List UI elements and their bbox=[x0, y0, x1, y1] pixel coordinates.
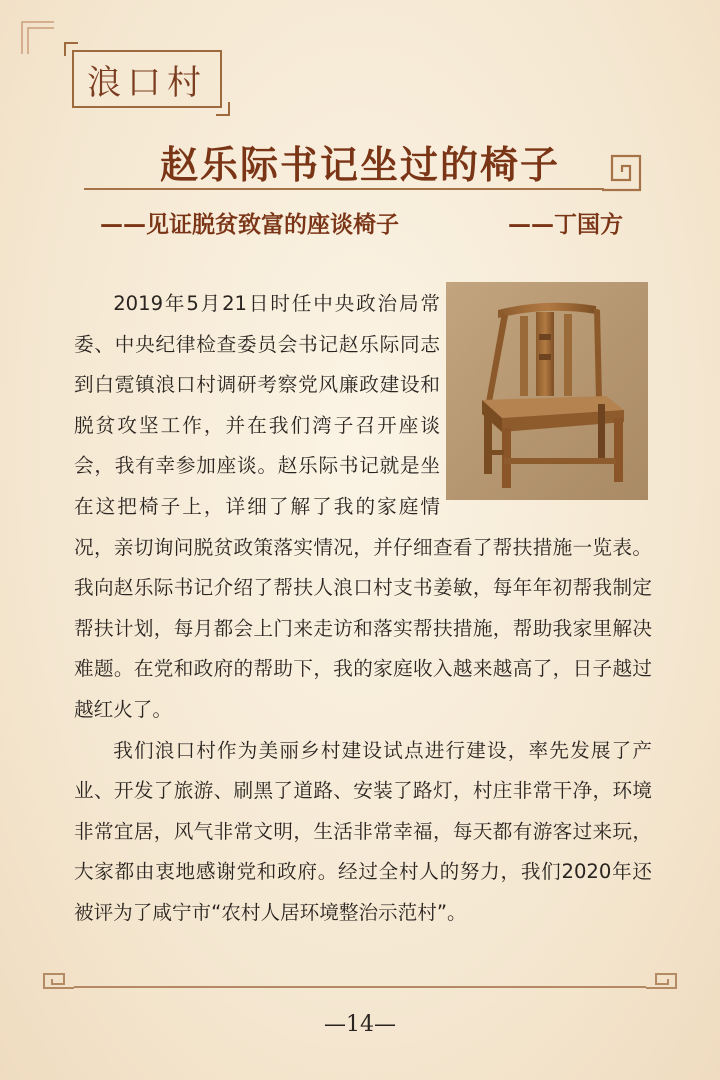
fret-ornament-icon bbox=[600, 150, 648, 194]
article-body bbox=[74, 284, 652, 934]
author-name: ——丁国方 bbox=[508, 212, 623, 238]
bottom-divider bbox=[74, 986, 646, 988]
page-title: 赵乐际书记坐过的椅子 bbox=[159, 143, 560, 187]
page-number: —14— bbox=[324, 1012, 396, 1037]
paragraph-1: 2019年5月21日时任中央政治局常委、中央纪律检查委员会书记赵乐际同志到白霓镇浪口村调研考察党风廉政建设和脱贫攻坚工作，并在我们湾子召开座谈会，我有幸参加座谈。赵乐际书记就是坐在这把椅子上，详细了解了我的家庭情况，亲切询问脱贫政策落实情况，并仔细查看了帮扶措施一览表。我向赵乐际书记介绍了帮扶人浪口村支书姜敏，每年年初帮我制定帮扶计划，每月都会上门来走访和落实帮扶措施，帮助我家里解决难题。在党和政府的帮助下，我的家庭收入越来越高了，日子越过越红火了。 bbox=[74, 292, 652, 721]
photo-spacer bbox=[440, 284, 652, 508]
paragraph-2: 我们浪口村作为美丽乡村建设试点进行建设，率先发展了产业、开发了旅游、刷黑了道路、安装了路灯，村庄非常干净，环境非常宜居，风气非常文明，生活非常幸福，每天都有游客过来玩，大家都由衷地感谢党和政府。经过全村人的努力，我们2020年还被评为了咸宁市“农村人居环境整治示范村”。 bbox=[74, 738, 652, 924]
fret-ornament-left-icon bbox=[40, 970, 76, 1002]
corner-ornament-icon bbox=[18, 18, 58, 58]
fret-ornament-right-icon bbox=[644, 970, 680, 1002]
village-label: 浪口村 bbox=[87, 62, 207, 103]
title-divider bbox=[84, 188, 604, 190]
page-subtitle: ——见证脱贫致富的座谈椅子 bbox=[100, 212, 399, 238]
